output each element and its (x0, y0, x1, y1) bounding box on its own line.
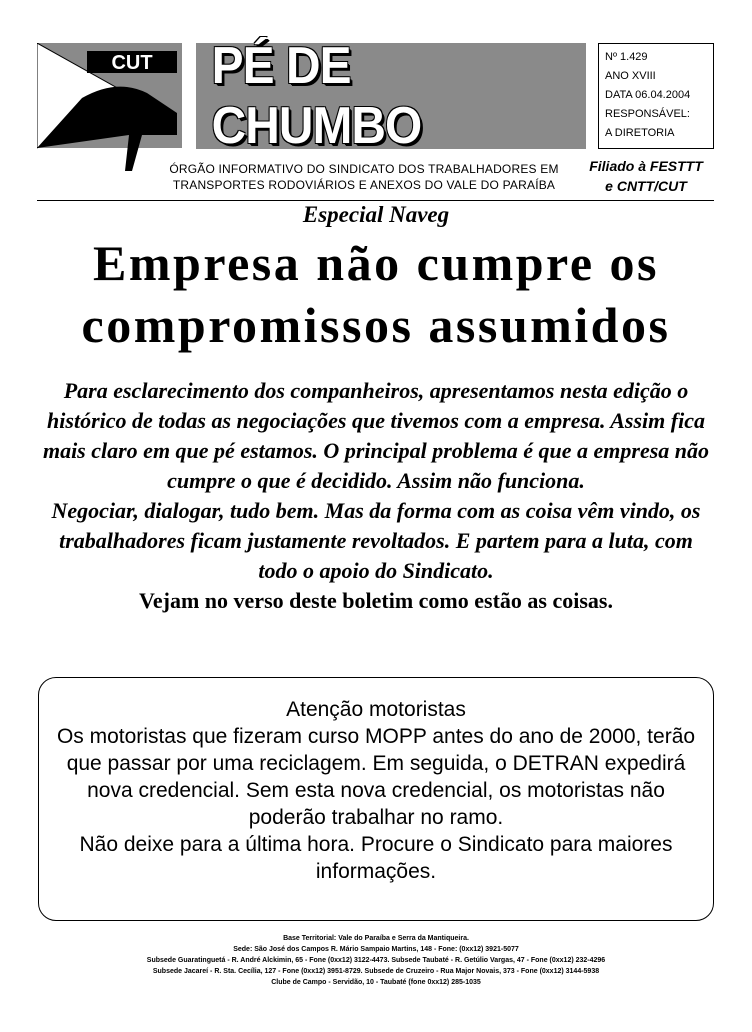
notice-box (38, 677, 714, 921)
cut-logo (37, 43, 182, 175)
affiliation-line-2: e CNTT/CUT (605, 178, 687, 194)
publisher-line (150, 161, 578, 193)
footer-line: Subsede Jacareí - R. Sta. Cecília, 127 - Fone (0xx12) 3951-8729. Subsede de Cruzeiro - Rua Major Novais, 373 - Fone (0xx12) 3144-5938 (152, 968, 600, 975)
issue-date: DATA 06.04.2004 (605, 89, 691, 101)
affiliation-line-1: Filiado à FESTTT (589, 158, 703, 174)
publisher-line-2: TRANSPORTES RODOVIÁRIOS E ANEXOS DO VALE DO PARAÍBA (172, 178, 556, 192)
article-lead (40, 376, 712, 616)
issue-responsible-label: RESPONSÁVEL: (605, 108, 690, 120)
notice-body: Os motoristas que fizeram curso MOPP antes do ano de 2000, terão que passar por uma reciclagem. Em seguida, o DETRAN expedirá nova credencial. Sem esta nova credencial, os motoristas não poderão trabalhar no ramo. (56, 725, 696, 829)
notice-body-2: Não deixe para a última hora. Procure o Sindicato para maiores informações. (79, 833, 673, 883)
issue-responsible: A DIRETORIA (605, 127, 675, 139)
footer-addresses (60, 933, 692, 988)
lead-paragraph-2: Negociar, dialogar, tudo bem. Mas da forma com as coisa vêm vindo, os trabalhadores ficam justamente revoltados. E partem para a luta, com todo o apoio do Sindicato. (51, 498, 701, 583)
article-kicker: Especial Naveg (302, 202, 450, 227)
notice-title: Atenção motoristas (286, 698, 466, 721)
lead-paragraph-1: Para esclarecimento dos companheiros, apresentamos nesta edição o histórico de todas as negociações que tivemos com a empresa. Assim fica mais claro em que pé estamos. O principal problema é que a empresa não cumpre o que é decidido. Assim não funciona. (42, 378, 710, 493)
headline-line-1: Empresa não cumpre os (93, 235, 659, 291)
lead-paragraph-3: Vejam no verso deste boletim como estão as coisas. (139, 588, 613, 613)
publisher-line-1: ÓRGÃO INFORMATIVO DO SINDICATO DOS TRABALHADORES EM (169, 162, 559, 176)
affiliation (580, 156, 712, 196)
article-headline (20, 232, 732, 356)
footer-line: Subsede Guaratinguetá - R. André Alckimin, 65 - Fone (0xx12) 3122-4473. Subsede Taubaté - R. Getúlio Vargas, 47 - Fone (0xx12) 232-4296 (146, 957, 606, 964)
issue-info-box (598, 43, 714, 149)
masthead-divider (37, 200, 714, 201)
logo-text: CUT (111, 52, 153, 74)
issue-number: Nº 1.429 (605, 51, 648, 63)
issue-year: ANO XVIII (605, 70, 656, 82)
footer-line: Sede: São José dos Campos R. Mário Sampaio Martins, 148 - Fone: (0xx12) 3921-5077 (233, 946, 519, 953)
headline-line-2: compromissos assumidos (81, 297, 671, 353)
footer-line: Clube de Campo - Servidão, 10 - Taubaté (fone 0xx12) 285-1035 (271, 979, 481, 986)
footer-line: Base Territorial: Vale do Paraíba e Serra da Mantiqueira. (283, 935, 469, 942)
masthead-title-box (196, 37, 586, 155)
masthead-title: PÉ DE CHUMBO (211, 37, 422, 155)
